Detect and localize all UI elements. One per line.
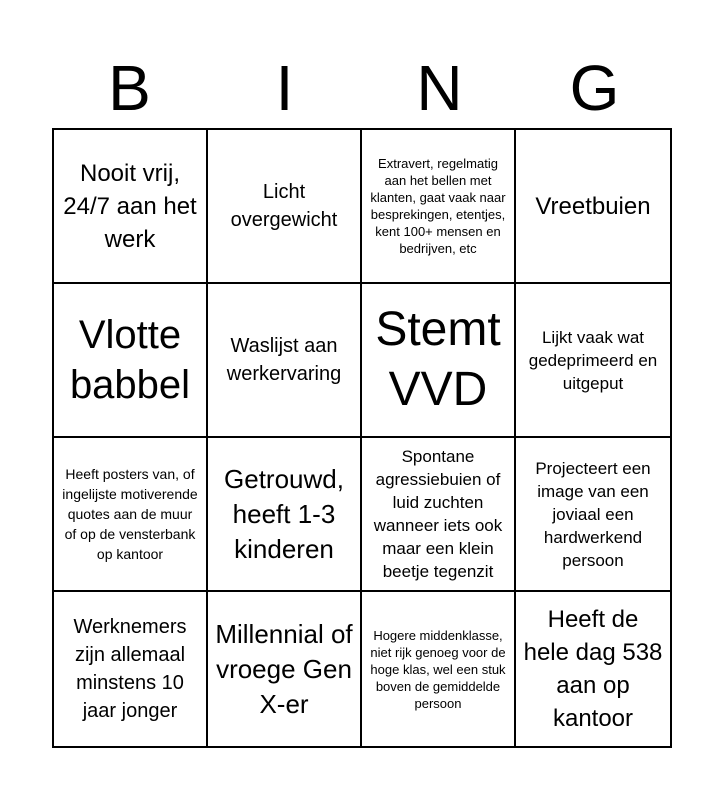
cell-text: Extravert, regelmatig aan het bellen met klanten, gaat vaak naar besprekingen, etentjes, kent 100+ mensen en bedrijven, etc: [370, 156, 506, 256]
bingo-cell[interactable]: [362, 438, 516, 592]
cell-text: Heeft posters van, of ingelijste motiverende quotes aan de muur of op de vensterbank op kantoor: [62, 466, 198, 562]
cell-text: Nooit vrij, 24/7 aan het werk: [63, 159, 197, 253]
cell-text: Werknemers zijn allemaal minstens 10 jaar jonger: [73, 616, 187, 722]
cell-text: Spontane agressiebuien of luid zuchten wanneer iets ook maar een klein beetje tegenzit: [373, 447, 503, 581]
bingo-cell[interactable]: [54, 130, 208, 284]
bingo-cell[interactable]: [54, 284, 208, 438]
bingo-cell[interactable]: [54, 592, 208, 746]
cell-text: Lijkt vaak wat gedeprimeerd en uitgeput: [528, 327, 658, 393]
header-letter-g: G: [569, 52, 620, 124]
bingo-cell[interactable]: [516, 592, 670, 746]
bingo-cell[interactable]: [362, 284, 516, 438]
cell-text: Vreetbuien: [535, 192, 651, 220]
cell-text: Vlotte babbel: [69, 313, 191, 407]
bingo-cell[interactable]: [208, 438, 362, 592]
header-letter-b: B: [108, 52, 151, 124]
cell-text: Stemt VVD: [375, 303, 501, 416]
bingo-cell[interactable]: [54, 438, 208, 592]
cell-text: Millennial of vroege Gen X-er: [215, 618, 353, 719]
bingo-header: [52, 52, 672, 124]
bingo-cell[interactable]: [208, 284, 362, 438]
bingo-cell[interactable]: [516, 438, 670, 592]
cell-text: Getrouwd, heeft 1-3 kinderen: [224, 463, 344, 564]
header-letter-i: I: [275, 52, 294, 124]
header-letter-n: N: [416, 52, 463, 124]
bingo-grid: [52, 128, 672, 748]
bingo-cell[interactable]: [208, 592, 362, 746]
cell-text: Hogere middenklasse, niet rijk genoeg voor de hoge klas, wel een stuk boven de gemiddelde persoon: [370, 627, 506, 711]
cell-text: Waslijst aan werkervaring: [226, 335, 342, 385]
cell-text: Projecteert een image van een joviaal een hardwerkend persoon: [535, 458, 651, 570]
bingo-cell[interactable]: [362, 130, 516, 284]
bingo-cell[interactable]: [516, 284, 670, 438]
bingo-cell[interactable]: [208, 130, 362, 284]
cell-text: Heeft de hele dag 538 aan op kantoor: [523, 606, 663, 732]
bingo-cell[interactable]: [516, 130, 670, 284]
bingo-cell[interactable]: [362, 592, 516, 746]
cell-text: Licht overgewicht: [230, 181, 338, 231]
